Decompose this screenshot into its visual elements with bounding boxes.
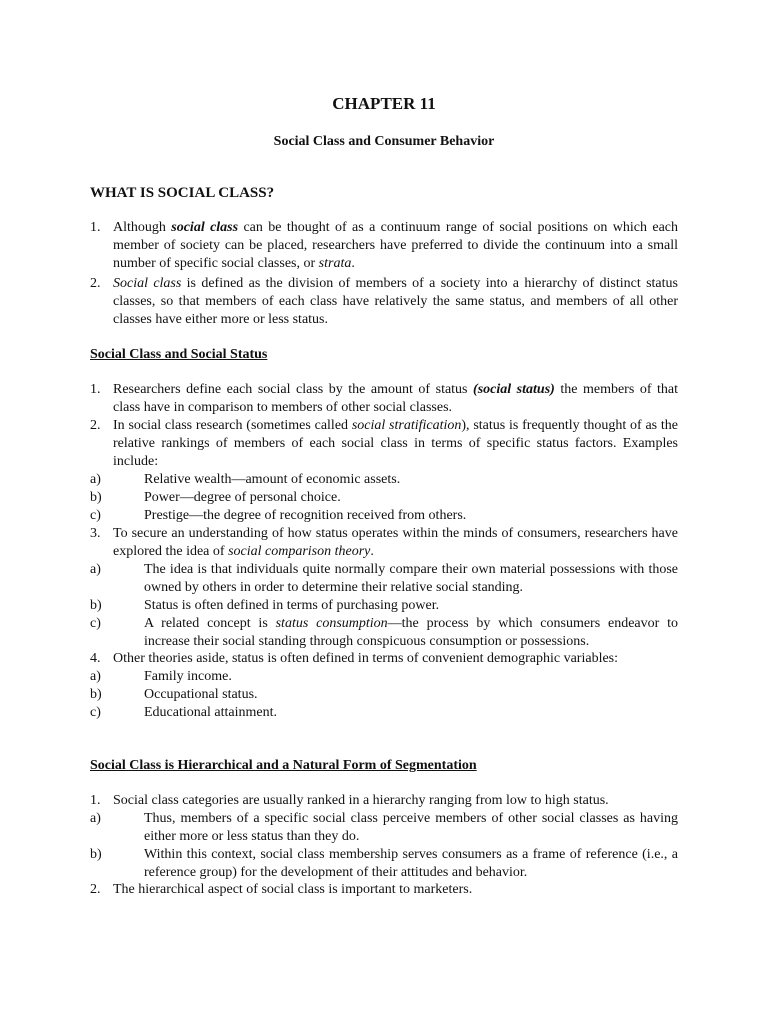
section-heading-what-is-social-class: WHAT IS SOCIAL CLASS? xyxy=(90,185,275,201)
s2-item-2: 2. In social class research (sometimes called social stratification), status is frequently thought of as the relative rankings of members of each social class in terms of specific status factors. Examples include: a) Relative wealth—amount of economic assets. b) Power—degree of personal choice. c) Prestige—the degree of recognition received from others. xyxy=(90,418,678,523)
s1-item-1: 1. Although social class can be thought of as a continuum range of social positions on which each member of society can be placed, researchers have preferred to divide the continuum into a small number of specific social classes, or strata. xyxy=(90,220,678,271)
s2-item-4-sub-c: c) Educational attainment. xyxy=(90,705,277,720)
s2-item-3-sub-a: a) The idea is that individuals quite normally compare their own material possessions with those owned by others in order to determine their relative social standing. xyxy=(90,562,678,595)
s3-item-2: 2. The hierarchical aspect of social class is important to marketers. xyxy=(90,882,473,897)
s3-item-1-sub-a: a) Thus, members of a specific social class perceive members of other social classes as having either more or less status than they do. xyxy=(90,811,678,844)
s2-item-4-sub-a: a) Family income. xyxy=(90,669,232,684)
section-heading-social-status: Social Class and Social Status xyxy=(90,347,268,362)
s2-item-4: 4. Other theories aside, status is often defined in terms of convenient demographic variables: a) Family income. b) Occupational status. c) Educational attainment. xyxy=(90,650,678,722)
chapter-heading: CHAPTER 11 xyxy=(332,94,436,113)
s3-item-1: 1. Social class categories are usually ranked in a hierarchy ranging from low to high status. a) Thus, members of a specific social class perceive members of other social classes as having either more or less status than they do. b) Within this context, social class membership serves consumers as a frame of reference (i.e., a reference group) for the development of their attitudes and behavior. xyxy=(90,793,678,880)
s2-item-2-sub-a: a) Relative wealth—amount of economic assets. xyxy=(90,472,401,487)
s2-item-3-sub-b: b) Status is often defined in terms of purchasing power. xyxy=(90,598,440,613)
s2-item-1: 1. Researchers define each social class by the amount of status (social status) the members of that class have in comparison to members of other social classes. xyxy=(90,382,678,415)
s2-item-3-sub-c: c) A related concept is status consumption—the process by which consumers endeavor to increase their social standing through conspicuous consumption or possessions. xyxy=(90,616,679,649)
s2-item-2-sub-c: c) Prestige—the degree of recognition received from others. xyxy=(90,508,467,523)
s1-item-2: 2. Social class is defined as the division of members of a society into a hierarchy of distinct status classes, so that members of each class have relatively the same status, and members of all other classes have either more or less status. xyxy=(90,276,678,327)
s2-item-4-sub-b: b) Occupational status. xyxy=(90,687,258,702)
s2-item-2-sub-b: b) Power—degree of personal choice. xyxy=(90,490,341,505)
s2-item-3: 3. To secure an understanding of how status operates within the minds of consumers, researchers have explored the idea of social comparison theory. a) The idea is that individuals quite normally compare their own material possessions with those owned by others in order to determine their relative social standing. b) Status is often defined in terms of purchasing power. c) A related concept is status consumption—the process by which consumers endeavor to increase their social standing through conspicuous consumption or possessions. xyxy=(90,526,679,649)
section-heading-hierarchical: Social Class is Hierarchical and a Natural Form of Segmentation xyxy=(90,758,477,773)
chapter-title: Social Class and Consumer Behavior xyxy=(273,134,495,149)
s3-item-1-sub-b: b) Within this context, social class membership serves consumers as a frame of reference (i.e., a reference group) for the development of their attitudes and behavior. xyxy=(90,847,678,880)
